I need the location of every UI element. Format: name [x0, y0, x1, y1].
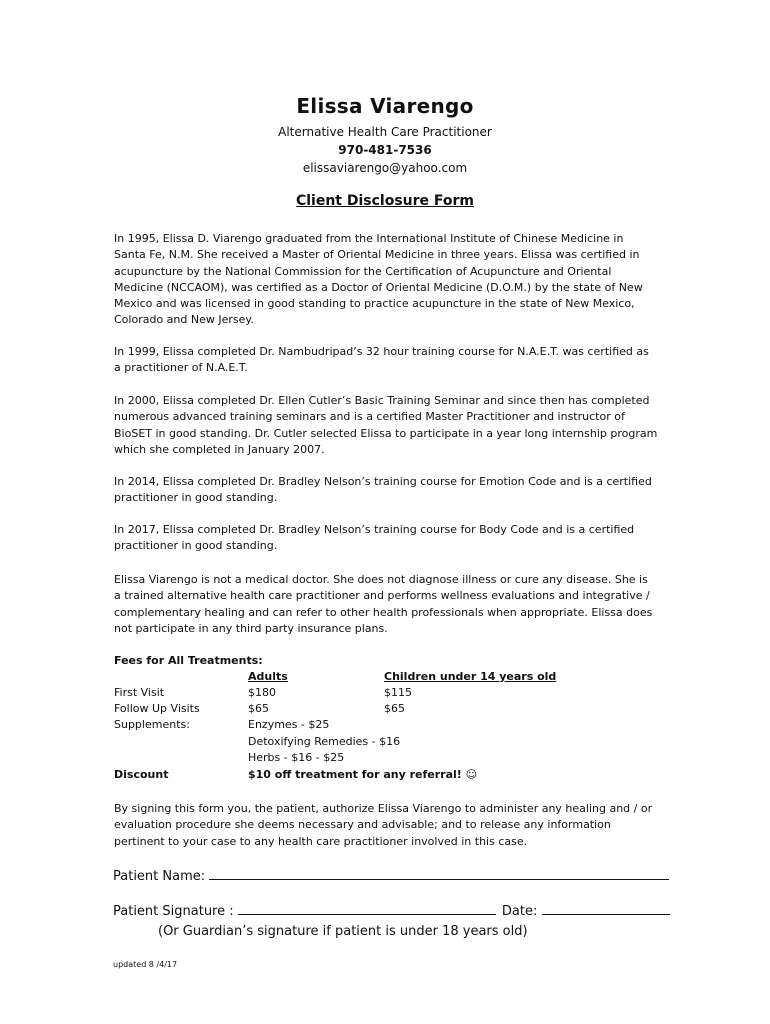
consent-paragraph: By signing this form you, the patient, authorize Elissa Viarengo to administer any healing and / or evaluation procedure she deems necessary and advisable; and to release any information pertinent to your case to any health care practitioner involved in this case. [114, 802, 653, 848]
patient-name-row [113, 867, 669, 884]
discount-label: Discount [114, 768, 169, 781]
practitioner-subtitle: Alternative Health Care Practitioner [278, 125, 492, 139]
supplement-item: Herbs - $16 - $25 [248, 751, 345, 764]
updated-date: updated 8 /4/17 [113, 960, 178, 969]
discount-text: $10 off treatment for any referral! ☺ [248, 768, 478, 781]
fee-child: $65 [384, 702, 405, 715]
bio-paragraph-2000: In 2000, Elissa completed Dr. Ellen Cutler’s Basic Training Seminar and since then has completed numerous advanced training seminars and is a certified Master Practitioner and instructor of BioSET in good standing. Dr. Cutler selected Elissa to participate in a year long internship program which she completed in January 2007. [114, 394, 658, 456]
patient-signature-field[interactable] [238, 902, 496, 915]
patient-name-label: Patient Name: [113, 869, 206, 884]
patient-name-field[interactable] [209, 867, 669, 880]
fee-label: First Visit [114, 686, 165, 699]
supplement-item: Detoxifying Remedies - $16 [248, 735, 401, 748]
date-field[interactable] [542, 902, 670, 915]
form-title: Client Disclosure Form [295, 193, 475, 209]
fee-label: Follow Up Visits [114, 702, 200, 715]
supplement-item: Enzymes - $25 [248, 718, 330, 731]
children-column-header: Children under 14 years old [384, 670, 557, 683]
adults-column-header: Adults [248, 670, 288, 683]
disclaimer-paragraph: Elissa Viarengo is not a medical doctor. She does not diagnose illness or cure any disease. She is a trained alternative health care practitioner and performs wellness evaluations and integrative / complementary healing and can refer to other health professionals when appropriate. Elissa does not participate in any third party insurance plans. [114, 573, 653, 635]
fees-heading: Fees for All Treatments: [114, 654, 263, 667]
bio-paragraph-1999: In 1999, Elissa completed Dr. Nambudripad’s 32 hour training course for N.A.E.T. was certified as a practitioner of N.A.E.T. [114, 345, 649, 375]
bio-paragraph-1995: In 1995, Elissa D. Viarengo graduated from the International Institute of Chinese Medicine in Santa Fe, N.M. She received a Master of Oriental Medicine in three years. Elissa was certified in acupuncture by the National Commission for the Certification of Acupuncture and Oriental Medicine (NCCAOM), was certified as a Doctor of Oriental Medicine (D.O.M.) by the state of New Mexico and was licensed in good standing to practice acupuncture in the state of New Mexico, Colorado and New Jersey. [114, 232, 643, 327]
fee-child: $115 [384, 686, 412, 699]
patient-signature-label: Patient Signature : [113, 904, 234, 919]
practitioner-email: elissaviarengo@yahoo.com [302, 161, 468, 175]
bio-paragraph-2017: In 2017, Elissa completed Dr. Bradley Nelson’s training course for Body Code and is a certified practitioner in good standing. [114, 523, 635, 553]
practitioner-phone: 970-481-7536 [338, 143, 432, 157]
fee-label: Supplements: [114, 718, 190, 731]
date-label: Date: [501, 904, 538, 919]
bio-paragraph-2014: In 2014, Elissa completed Dr. Bradley Nelson’s training course for Emotion Code and is a certified practitioner in good standing. [114, 475, 652, 505]
patient-signature-row [113, 902, 670, 919]
fee-adult: $65 [248, 702, 269, 715]
practitioner-name: Elissa Viarengo [296, 94, 474, 118]
fee-adult: $180 [248, 686, 276, 699]
guardian-note: (Or Guardian’s signature if patient is under 18 years old) [158, 924, 528, 939]
